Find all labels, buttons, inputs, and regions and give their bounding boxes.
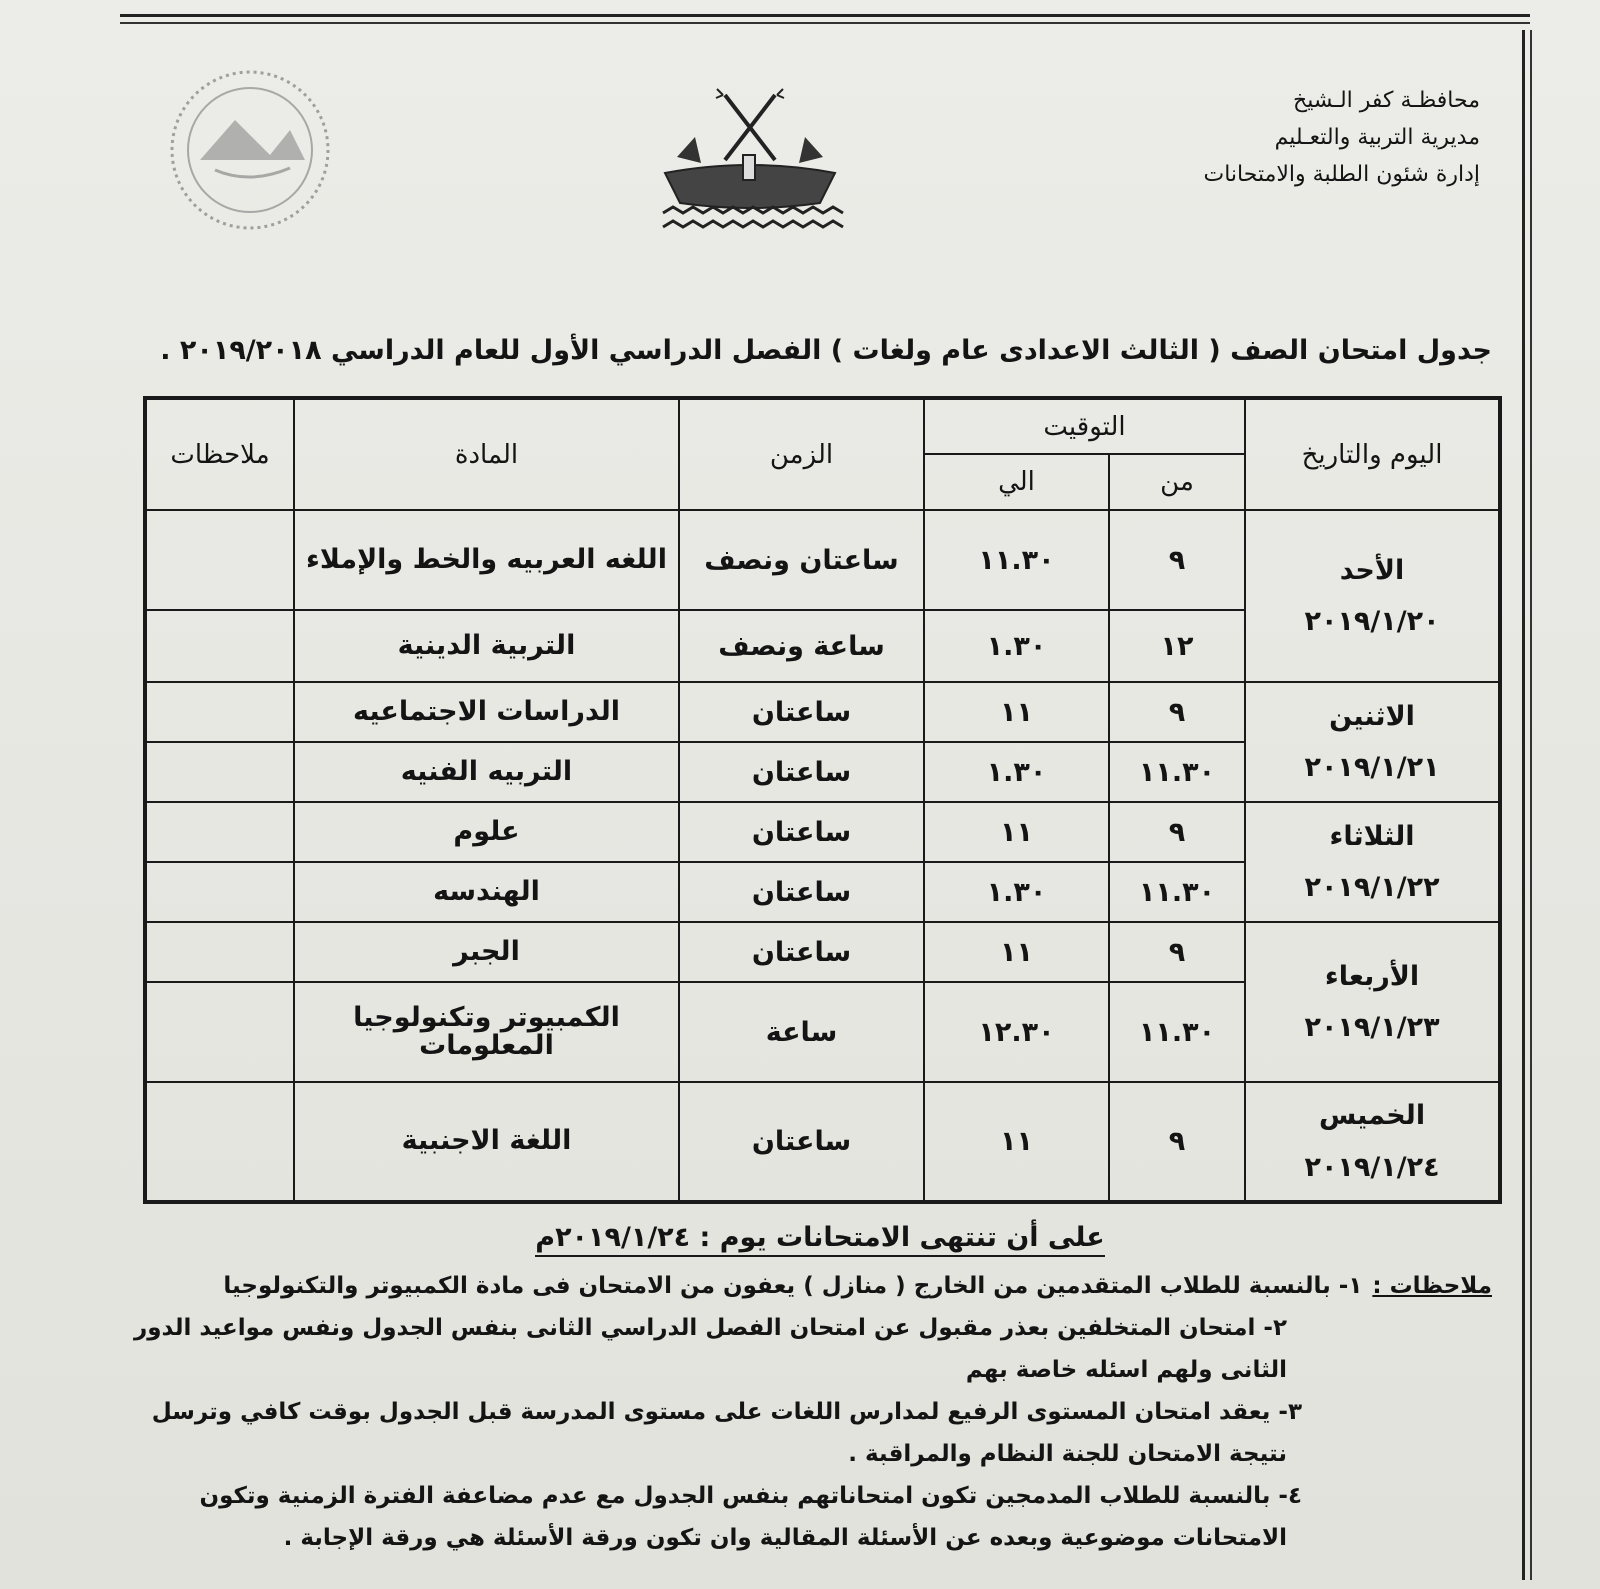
header-subject: المادة: [294, 398, 679, 510]
subject-cell: علوم: [294, 802, 679, 862]
to-cell: ١١: [924, 682, 1109, 742]
to-cell: ١١: [924, 922, 1109, 982]
table-row: [145, 682, 1500, 742]
notes-cell: [145, 862, 294, 922]
from-cell: ٩: [1109, 922, 1245, 982]
table-row: [145, 802, 1500, 862]
header-day-date: اليوم والتاريخ: [1245, 398, 1500, 510]
directorate-name: مديرية التربية والتعـليم: [1274, 125, 1480, 150]
to-cell: ١.٣٠: [924, 742, 1109, 802]
exam-date: ٢٠١٩/١/٢١: [1304, 752, 1440, 783]
header-notes: ملاحظات: [145, 398, 294, 510]
day-date-cell: [1245, 682, 1500, 802]
day-date-cell: [1245, 922, 1500, 1082]
to-cell: ١١: [924, 802, 1109, 862]
subject-cell: الهندسه: [294, 862, 679, 922]
duration-cell: ساعتان: [679, 862, 924, 922]
duration-cell: ساعتان: [679, 1082, 924, 1202]
page-border-top: [120, 14, 1530, 17]
subject-cell: الجبر: [294, 922, 679, 982]
notes-cell: [145, 682, 294, 742]
notes-cell: [145, 922, 294, 982]
remarks-heading: ملاحظات :: [1372, 1273, 1492, 1299]
issuing-authority-header: [1060, 82, 1480, 193]
stamp-icon: [160, 60, 340, 240]
exam-date: ٢٠١٩/١/٢٢: [1304, 872, 1440, 903]
exam-date: ٢٠١٩/١/٢٠: [1304, 606, 1440, 637]
remark-3: ٣- يعقد امتحان المستوى الرفيع لمدارس اللغات على مستوى المدرسة قبل الجدول بوقت كافي وترسل: [151, 1399, 1302, 1425]
to-cell: ١٢.٣٠: [924, 982, 1109, 1082]
subject-cell: التربيه الفنيه: [294, 742, 679, 802]
table-row: [145, 922, 1500, 982]
remarks-section: [132, 1265, 1492, 1559]
duration-cell: ساعتان: [679, 682, 924, 742]
remark-1: [132, 1265, 1492, 1307]
to-cell: ١١.٣٠: [924, 510, 1109, 610]
day-name: الثلاثاء: [1329, 820, 1415, 852]
remark-4: ٤- بالنسبة للطلاب المدمجين تكون امتحاناتهم بنفس الجدول مع عدم مضاعفة الفترة الزمنية وتكون: [199, 1483, 1302, 1509]
from-cell: ١٢: [1109, 610, 1245, 682]
duration-cell: ساعة: [679, 982, 924, 1082]
remark-3-continued: نتيجة الامتحان للجنة النظام والمراقبة .: [848, 1441, 1287, 1467]
remark-4-continued: الامتحانات موضوعية وبعده عن الأسئلة المقالية وان تكون ورقة الأسئلة هي ورقة الإجابة .: [283, 1525, 1287, 1551]
notes-cell: [145, 510, 294, 610]
from-cell: ١١.٣٠: [1109, 982, 1245, 1082]
notes-cell: [145, 1082, 294, 1202]
page-title: جدول امتحان الصف ( الثالث الاعدادى عام ولغات ) الفصل الدراسي الأول للعام الدراسي ٢٠١٩/٢٠١٨ .: [160, 335, 1492, 366]
subject-cell: التربية الدينية: [294, 610, 679, 682]
exams-end-date: [440, 1222, 1200, 1253]
day-name: الأربعاء: [1324, 960, 1420, 992]
to-cell: ١١: [924, 1082, 1109, 1202]
header-from: من: [1109, 454, 1245, 510]
header-to: الي: [924, 454, 1109, 510]
day-name: الخميس: [1318, 1100, 1426, 1132]
duration-cell: ساعتان: [679, 802, 924, 862]
page-border-top-inner: [120, 22, 1530, 24]
remark-2: ٢- امتحان المتخلفين بعذر مقبول عن امتحان الفصل الدراسي الثانى بنفس الجدول ونفس مواعيد الدور: [134, 1315, 1287, 1341]
header-duration: الزمن: [679, 398, 924, 510]
day-name: الاثنين: [1329, 700, 1415, 732]
from-cell: ١١.٣٠: [1109, 742, 1245, 802]
department-name: إدارة شئون الطلبة والامتحانات: [1203, 162, 1480, 187]
exams-end-date-text: على أن تنتهى الامتحانات يوم : ٢٠١٩/١/٢٤م: [535, 1222, 1104, 1257]
to-cell: ١.٣٠: [924, 610, 1109, 682]
notes-cell: [145, 610, 294, 682]
exam-date: ٢٠١٩/١/٢٤: [1304, 1151, 1440, 1183]
header-timing: التوقيت: [924, 398, 1245, 454]
day-date-cell: [1245, 510, 1500, 682]
duration-cell: ساعتان ونصف: [679, 510, 924, 610]
exam-date: ٢٠١٩/١/٢٣: [1304, 1012, 1440, 1043]
from-cell: ١١.٣٠: [1109, 862, 1245, 922]
subject-cell: الدراسات الاجتماعيه: [294, 682, 679, 742]
duration-cell: ساعتان: [679, 742, 924, 802]
day-name: الأحد: [1339, 554, 1405, 586]
from-cell: ٩: [1109, 510, 1245, 610]
duration-cell: ساعتان: [679, 922, 924, 982]
remark-1-text: ١- بالنسبة للطلاب المتقدمين من الخارج ( منازل ) يعفون من الامتحان فى مادة الكمبيوتر والتكنولوجيا: [223, 1273, 1363, 1299]
notes-cell: [145, 742, 294, 802]
table-row: [145, 1082, 1500, 1202]
from-cell: ٩: [1109, 802, 1245, 862]
remark-2-continued: الثانى ولهم اسئله خاصة بهم: [965, 1357, 1287, 1383]
table-row: [145, 510, 1500, 610]
page-border-right-inner: [1530, 30, 1532, 1580]
from-cell: ٩: [1109, 682, 1245, 742]
exam-schedule-table: [143, 396, 1502, 1204]
to-cell: ١.٣٠: [924, 862, 1109, 922]
day-date-cell: [1245, 1082, 1500, 1202]
duration-cell: ساعة ونصف: [679, 610, 924, 682]
from-cell: ٩: [1109, 1082, 1245, 1202]
subject-cell: اللغة الاجنبية: [294, 1082, 679, 1202]
page-border-right: [1522, 30, 1525, 1580]
subject-cell: اللغه العربيه والخط والإملاء: [294, 510, 679, 610]
day-date-cell: [1245, 802, 1500, 922]
notes-cell: [145, 982, 294, 1082]
governorate-emblem-icon: [655, 85, 845, 245]
governorate-name: محافظـة كفر الـشيخ: [1293, 88, 1480, 113]
notes-cell: [145, 802, 294, 862]
subject-cell: الكمبيوتر وتكنولوجيا المعلومات: [294, 982, 679, 1082]
